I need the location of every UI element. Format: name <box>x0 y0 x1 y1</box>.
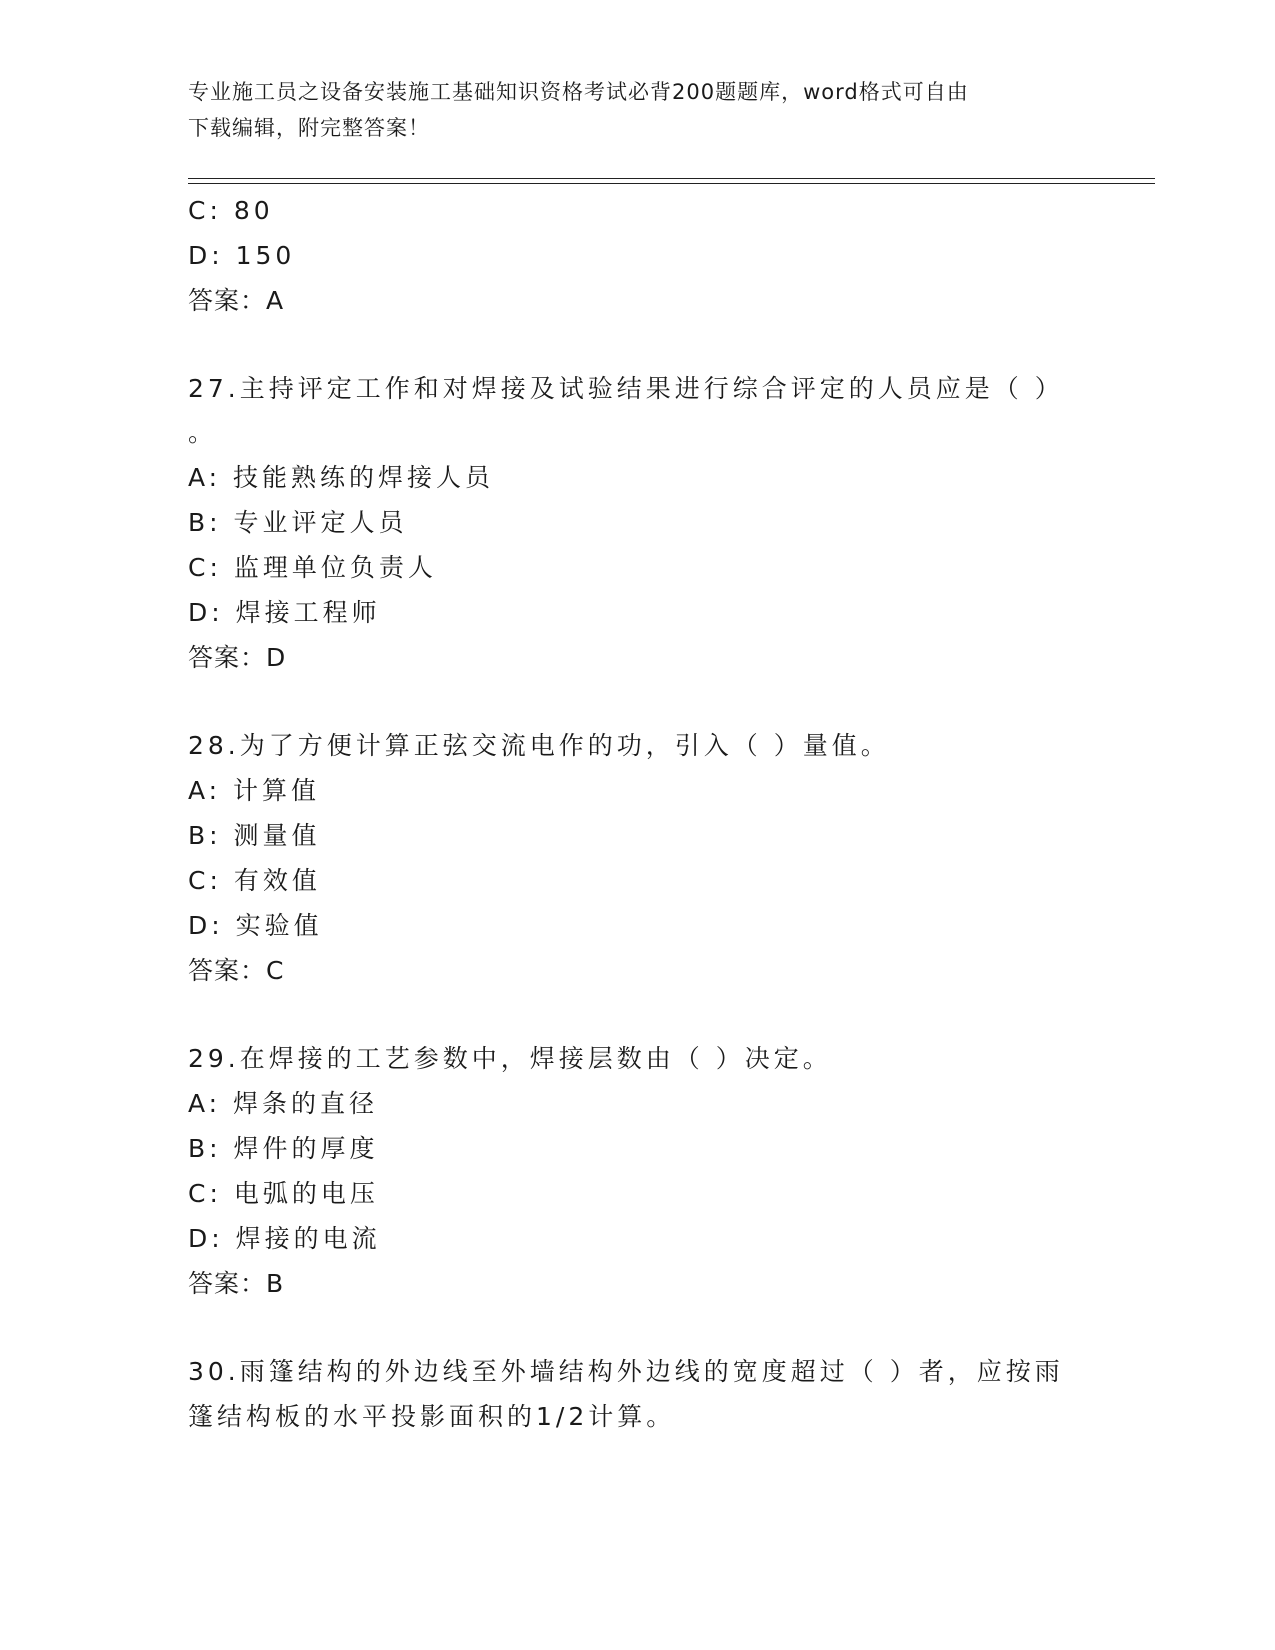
q28-option-d: D: 实验值 <box>188 911 323 940</box>
prev-answer: 答案：A <box>188 286 285 315</box>
document-header <box>188 74 1088 146</box>
q27-stem-line-2: 。 <box>188 418 218 447</box>
q30-stem-line-2: 篷结构板的水平投影面积的1/2计算。 <box>188 1402 676 1431</box>
q28-answer: 答案：C <box>188 956 285 985</box>
header-divider-top <box>188 178 1155 179</box>
q28-stem-line-1: 28.为了方便计算正弦交流电作的功，引入（ ）量值。 <box>188 731 890 760</box>
q29-option-c: C: 电弧的电压 <box>188 1179 379 1208</box>
q29-option-d: D: 焊接的电流 <box>188 1224 381 1253</box>
q28-option-c: C: 有效值 <box>188 866 321 895</box>
q27-option-d: D: 焊接工程师 <box>188 598 381 627</box>
q27-option-b: B: 专业评定人员 <box>188 508 408 537</box>
q29-stem-line-1: 29.在焊接的工艺参数中，焊接层数由（ ）决定。 <box>188 1044 832 1073</box>
prev-option-c: C: 80 <box>188 196 274 225</box>
q29-answer: 答案：B <box>188 1269 285 1298</box>
prev-option-d: D: 150 <box>188 241 296 270</box>
header-divider-bottom <box>188 183 1155 184</box>
q27-answer: 答案：D <box>188 643 287 672</box>
q27-option-c: C: 监理单位负责人 <box>188 553 437 582</box>
q29-option-b: B: 焊件的厚度 <box>188 1134 379 1163</box>
header-line-1: 专业施工员之设备安装施工基础知识资格考试必背200题题库，word格式可自由 <box>188 80 969 104</box>
q30-stem-line-1: 30.雨篷结构的外边线至外墙结构外边线的宽度超过（ ）者，应按雨 <box>188 1357 1064 1386</box>
q28-option-b: B: 测量值 <box>188 821 321 850</box>
q29-option-a: A: 焊条的直径 <box>188 1089 379 1118</box>
q27-stem-line-1: 27.主持评定工作和对焊接及试验结果进行综合评定的人员应是（ ） <box>188 374 1064 403</box>
header-line-2: 下载编辑，附完整答案！ <box>188 116 430 140</box>
q27-option-a: A: 技能熟练的焊接人员 <box>188 463 495 492</box>
q28-option-a: A: 计算值 <box>188 776 321 805</box>
